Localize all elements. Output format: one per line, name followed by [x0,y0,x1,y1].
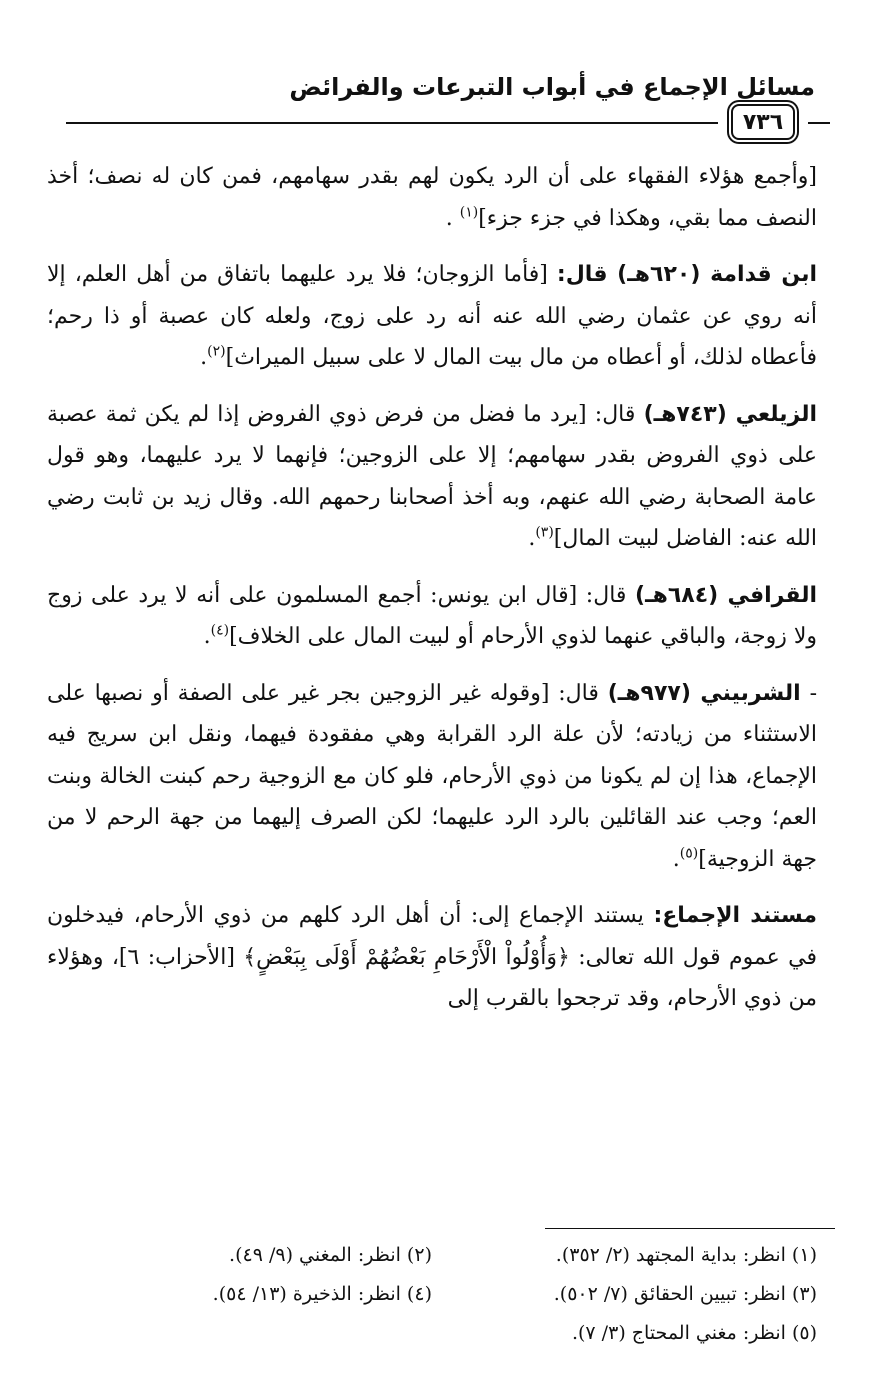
scholar-name-shirbini: الشربيني (٩٧٧هـ) [607,680,801,706]
paragraph-3-tail: . [528,526,536,551]
paragraph-3 [47,394,817,560]
running-header-title: مسائل الإجماع في أبواب التبرعات والفرائض [289,73,815,101]
paragraph-5 [47,673,817,881]
footnote-3: (٣) انظر: تبيين الحقائق (٧/ ٥٠٢). [553,1283,817,1305]
paragraph-1-tail: . [445,205,460,231]
paragraph-5-dash: - [800,680,818,706]
paragraph-1 [47,156,817,239]
footnote-ref-1: (١) [459,204,479,221]
footnote-1: (١) انظر: بداية المجتهد (٢/ ٣٥٢). [555,1244,817,1266]
paragraph-5-text: قال: [وقوله غير الزوجين بجر غير على الصفة أو نصبها على الاستثناء من زيادته؛ لأن علة الرد القرابة وهي مفقودة فيهما، ونقل ابن سريج فيه الإجماع، هذا إن لم يكونا من ذوي الأرحام، فلو كان مع الزوجية رحم كبنت الخالة وبنت العم؛ وجب عند القائلين بالرد الرد عليهما؛ لكن الصرف إليهما من جهة الرحم لا من جهة الزوجية] [47,680,817,872]
paragraph-6-text: يستند الإجماع إلى: أن أهل الرد كلهم من ذوي الأرحام، فيدخلون في عموم قول الله تعالى: ﴿وَأُوْلُواْ الْأَرْحَامِ بَعْضُهُمْ أَوْلَى بِبَعْضٍ﴾ [الأحزاب: ٦]، وهؤلاء من ذوي الأرحام، وقد ترجحوا بالقرب إلى [47,903,817,1011]
footnote-row-2 [47,1275,817,1314]
page-body [47,156,817,1032]
footnote-5: (٥) انظر: مغني المحتاج (٣/ ٧). [571,1322,817,1344]
footnote-ref-3: (٣) [535,524,554,541]
footnote-2: (٢) انظر: المغني (٩/ ٤٩). [229,1244,432,1266]
paragraph-3-text: قال: [يرد ما فضل من فرض ذوي الفروض إذا لم يكن ثمة عصبة على ذوي الفروض بقدر سهامهم؛ إلا على الزوجين؛ فإنهما لا يرد عليهما، وهو قول عامة الصحابة رضي الله عنهم، وبه أخذ أصحابنا رحمهم الله. وقال زيد بن ثابت رضي الله عنه: الفاضل لبيت المال] [47,401,817,551]
consensus-basis-label: مستند الإجماع: [653,903,817,928]
paragraph-4-tail: . [203,624,211,649]
paragraph-6 [47,895,817,1020]
paragraph-4-text: قال: [قال ابن يونس: أجمع المسلمون على أنه لا يرد على زوج ولا زوجة، والباقي عنهما لذوي الأرحام أو لبيت المال على الخلاف] [47,582,817,649]
footnotes [47,1236,817,1353]
header-rule-end [808,122,830,124]
page-number-badge [718,100,808,144]
page-number: ٧٣٦ [731,104,795,140]
footnote-ref-2: (٢) [207,343,226,360]
footnote-ref-5: (٥) [679,845,699,862]
footnote-4: (٤) انظر: الذخيرة (١٣/ ٥٤). [212,1283,432,1305]
footnote-ref-4: (٤) [210,622,230,639]
scholar-name-zaylai: الزيلعي (٧٤٣هـ) [643,401,817,427]
paragraph-1-text: [وأجمع هؤلاء الفقهاء على أن الرد يكون لهم بقدر سهامهم، فمن كان له نصف؛ أخذ النصف مما بقي، وهكذا في جزء جزء] [47,164,817,231]
footnote-row-1 [47,1236,817,1275]
scholar-name-ibn-qudama: ابن قدامة (٦٢٠هـ) قال: [556,262,817,287]
paragraph-4 [47,575,817,658]
paragraph-2 [47,254,817,379]
header-rule [66,122,718,124]
paragraph-2-tail: . [200,345,208,370]
paragraph-2-text: [فأما الزوجان؛ فلا يرد عليهما باتفاق من أهل العلم، إلا أنه روي عن عثمان رضي الله عنه أنه رد على زوج، ولعله كان عصبة أو ذا رحم؛ فأعطاه لذلك، أو أعطاه من مال بيت المال لا على سبيل الميراث] [47,262,817,370]
footnote-row-3 [47,1314,817,1353]
scholar-name-qarafi: القرافي (٦٨٤هـ) [635,582,817,608]
footnote-separator [545,1228,835,1229]
paragraph-5-tail: . [672,846,680,872]
